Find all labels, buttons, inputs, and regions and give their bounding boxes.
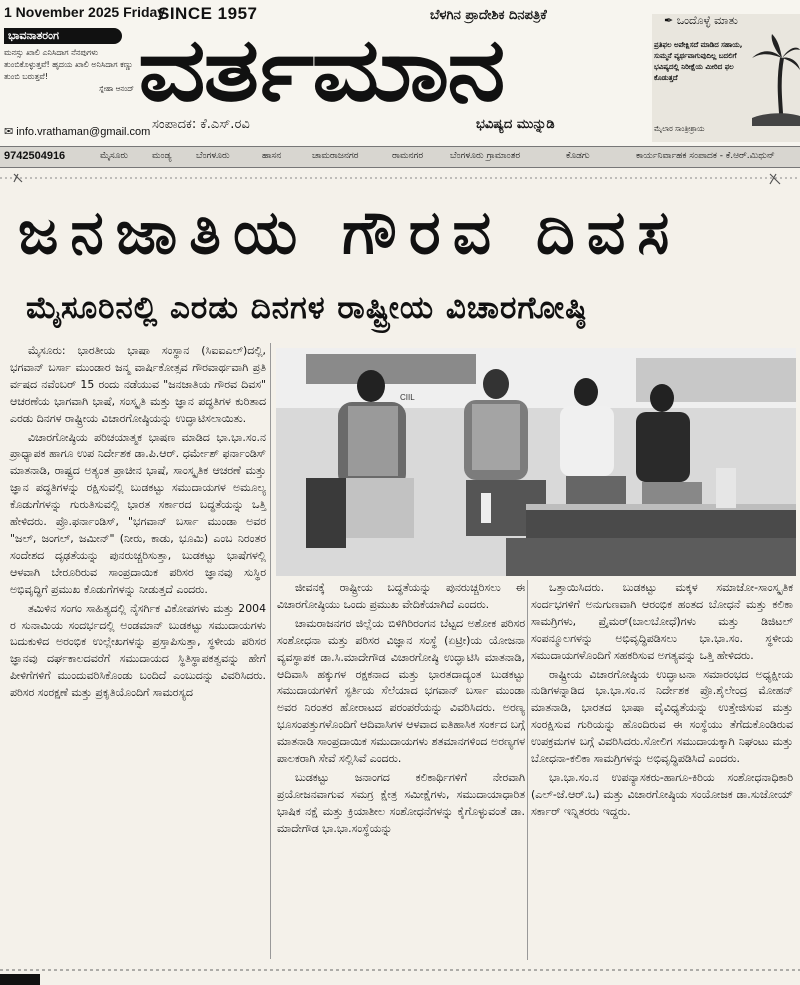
article-column-2 xyxy=(277,580,525,840)
thought-body: ಮನಸ್ಸು ಖಾಲಿ ಎನಿಸಿದಾಗ ನೆನಪುಗಳು ತುಂಬಿಕೊಳ್ಳುತ್ತವೆ! ಹೃದಯ ಖಾಲಿ ಅನಿಸಿದಾಗ ಕಣ್ಣು ತುಂಬಿ ಬರುತ್ತವೆ! xyxy=(4,48,134,81)
ornament-divider xyxy=(0,170,800,192)
article-paragraph: ಒತ್ತಾಯಿಸಿದರು. ಬುಡಕಟ್ಟು ಮಕ್ಕಳ ಸಮಾಜೋ-ಸಾಂಸ್ಕೃತಿಕ ಸಂರ್ದಭಗಳಿಗೆ ಅನುಗುಣವಾಗಿ ಆರಂಭಿಕ ಹಂತದ ಬೋಧನೆ ಮತ್ತು ಕಲಿಕಾ ಸಾಮಗ್ರಿಗಳು, ಪ್ರೈಮರ್(ಬಾಲಬೋಧೆ)ಗಳು ಮತ್ತು ಡಿಜಿಟಲ್ ಸಂಪನ್ಮೂಲಗಳನ್ನು ಅಭಿವೃದ್ಧಿಪಡಿಸಲು ಭಾ.ಭಾ.ಸಂ. ಸ್ಥಳೀಯ ಸಮುದಾಯಗಳೊಂದಿಗೆ ಸಹಕರಿಸುವ ಅಗತ್ಯವನ್ನು ಒತ್ತಿ ಹೇಳಿದರು. xyxy=(531,581,793,662)
palm-tree-icon xyxy=(752,30,800,126)
bottom-border xyxy=(0,964,800,985)
article-paragraph: ಮೈಸೂರು: ಭಾರತೀಯ ಭಾಷಾ ಸಂಸ್ಥಾನ (ಸಿಐಐಎಲ್)ದಲ್ಲಿ, ಭಗವಾನ್ ಬರ್ಸಾ ಮುಂಡಾರ ಜನ್ಮ ವಾರ್ಷಿಕೋತ್ಸವ ಗೌರವಾರ್ಥವಾಗಿ ಪ್ರತಿ ರ್ವಷದ ನವೆಂಬರ್ 15 ರಂದು ನಡೆಯುವ "ಜನಜಾತಿಯ ಗೌರವ ದಿವಸ" ಆಚರಣೆಯ ಭಾಗವಾಗಿ ಭಾಷೆ, ಸಂಸ್ಕೃತಿ ಮತ್ತು ಜ್ಞಾನ ಪದ್ಧತಿಗಳ ಕುರಿತಾದ ಎರಡು ದಿನಗಳ ರಾಷ್ಟ್ರೀಯ ವಿಚಾರಗೋಷ್ಠಿಯನ್ನು ಉದ್ಘಾಟಿಸಲಾಯಿತು. xyxy=(10,344,266,425)
phone-number: 9742504916 xyxy=(4,150,66,162)
city-item: ಕೊಡಗು xyxy=(566,151,590,161)
article-column-3 xyxy=(531,580,793,823)
banner-text: CIIL xyxy=(400,393,415,402)
quote-ad-body: ಪ್ರತಿಫಲ ಅಪೇಕ್ಷಿಸದೆ ಮಾಡಿದ ಸಹಾಯ, ಸುಮ್ಮನೆ ವ್ಯರ್ಥವಾಗುವುದಿಲ್ಲ ಬದಲಿಗೆ ಭವಿಷ್ಯದಲ್ಲಿ ನಿರೀಕ್ಷೆಯ ಮೀರಿದ ಫಲ ಕೊಡುತ್ತದೆ xyxy=(654,41,743,82)
article-paragraph: ವಿಚಾರಗೋಷ್ಠಿಯ ಪರಿಚಯಾತ್ಮಕ ಭಾಷಣ ಮಾಡಿದ ಭಾ.ಭಾ.ಸಂ.ನ ಪ್ರಾಧ್ಯಾಪಕ ಹಾಗೂ ಉಪ ನಿರ್ದೇಶಕ ಡಾ.ಪಿ.ಆರ್. ಧರ್ಮೇಶ್ ಫರ್ನಾಂಡಿಸ್ ಮಾತನಾಡಿ, ರಾಷ್ಟ್ರದ ಅತ್ಯಂತ ಪ್ರಾಚೀನ ಭಾಷೆ, ಸಾಂಸ್ಕೃತಿಕ ಆಚರಣೆ ಮತ್ತು ಜ್ಞಾನ ಪದ್ಧತಿಗಳನ್ನು ರಕ್ಷಿಸುವಲ್ಲಿ ಬುಡಕಟ್ಟು ಸಮುದಾಯಗಳ ಅಮೂಲ್ಯ ಕೊಡುಗೆಗಳನ್ನು ಗುರುತಿಸುವಲ್ಲಿ ಭಾರತ ಸರ್ಕಾರದ ಬದ್ಧತೆಯನ್ನು ಒತ್ತಿ ಹೇಳಿದರು. ಪ್ರೊ.ಫರ್ನಾಂಡಿಸ್, "ಭಗವಾನ್ ಬರ್ಸಾ ಮುಂಡಾ ಅವರ "ಜಲ್, ಜಂಗಲ್, ಜಮೀನ್" (ನೀರು, ಕಾಡು, ಭೂಮಿ) ಎಂಬ ನಿರಂತರ ಸಂದೇಶದ ದೃಢತೆಯನ್ನು ಪುನರುಚ್ಚರಿಸುತ್ತಾ, ಬುಡಕಟ್ಟು ಭಾಷೆಗಳಲ್ಲಿ ಆಳವಾಗಿ ಬೇರೂರಿರುವ ಸಾಂಪ್ರದಾಯಿಕ ಪರಿಸರ ಜ್ಞಾನವು ಸುಸ್ಥಿರ ಅಭಿವೃದ್ಧಿಗೆ ಪ್ರಮುಖ ಕೊಡುಗೆಗಳನ್ನು ನೀಡುತ್ತದೆ ಎಂದರು. xyxy=(10,430,266,596)
city-strip xyxy=(0,146,800,168)
column-rule xyxy=(270,343,271,959)
thought-title: ಭಾವನಾತರಂಗ xyxy=(4,28,122,44)
quill-icon: ✒ xyxy=(664,14,674,27)
article-column-1 xyxy=(10,343,266,704)
city-item: ರಾಮನಗರ xyxy=(392,151,424,161)
editor-line: ಸಂಪಾದಕ: ಕೆ.ಎಸ್.ರವಿ xyxy=(152,117,250,132)
city-item: ಮೈಸೂರು xyxy=(100,151,128,161)
quote-ad-head xyxy=(664,14,738,28)
article-paragraph: ರಾಷ್ಟ್ರೀಯ ವಿಚಾರಗೋಷ್ಠಿಯ ಉದ್ಘಾಟನಾ ಸಮಾರಂಭದ ಅಧ್ಯಕ್ಷೀಯ ನುಡಿಗಳನ್ನಾಡಿದ ಭಾ.ಭಾ.ಸಂ.ನ ನಿರ್ದೇಶಕ ಪ್ರೊ.ಶೈಲೇಂದ್ರ ಮೋಹನ್ ಮಾತನಾಡಿ, ಭಾರತದ ಭಾಷಾ ವೈವಿಧ್ಯತೆಯನ್ನು ಉತ್ತೇಜಿಸುವ ಮತ್ತು ಸಂರಕ್ಷಿಸುವ ಗುರಿಯನ್ನು ಹೊಂದಿರುವ ಈ ಸಂಸ್ಥೆಯು ತೆಗೆದುಕೊಂಡಿರುವ ಉಪಕ್ರಮಗಳ ಬಗ್ಗೆ ವಿವರಿಸಿದರು.ಸೋಲಿಗ ಸಮುದಾಯಕ್ಕಾಗಿ ನಿಘಂಟು ಮತ್ತು ಬೋಧನಾ-ಕಲಿಕಾ ಸಾಮಗ್ರಿಗಳನ್ನು ಅಭಿವೃದ್ಧಿಪಡಿಸಿದೆ ಎಂದರು. xyxy=(531,667,793,766)
issue-date: 1 November 2025 Friday xyxy=(4,4,166,20)
city-item: ಬೆಂಗಳೂರು xyxy=(196,151,230,161)
thought-box xyxy=(4,28,134,124)
envelope-icon: ✉ xyxy=(4,126,14,138)
motto: ಭವಿಷ್ಯದ ಮುನ್ನುಡಿ xyxy=(476,117,555,132)
article-paragraph: ಭಾ.ಭಾ.ಸಂ.ನ ಉಪನ್ಯಾಸಕರು-ಹಾಗೂ-ಕಿರಿಯ ಸಂಶೋಧನಾಧಿಕಾರಿ (ಎಲ್-ಜೆ.ಆರ್.ಒ) ಮತ್ತು ವಿಚಾರಗೋಷ್ಠಿಯ ಸಂಯೋಜಕ ಡಾ.ಸುಜೋಯ್ ಸರ್ಕಾರ್ ಇನ್ನಿತರರು ಇದ್ದರು. xyxy=(531,770,793,818)
column-rule xyxy=(527,580,528,960)
headline: ಜನಜಾತಿಯ ಗೌರವ ದಿವಸ xyxy=(18,198,682,268)
email-address: info.vrathaman@gmail.com xyxy=(16,126,151,138)
thought-sign: ಸ್ನೇಹಾ ಆನಂದ್ xyxy=(99,85,134,93)
article-paragraph: ಬುಡಕಟ್ಟು ಜನಾಂಗದ ಕಲಿಕಾರ್ಥಿಗಳಿಗೆ ನೇರವಾಗಿ ಪ್ರಯೋಜನವಾಗುವ ಸಮಗ್ರ ಕ್ಷೇತ್ರ ಸಮೀಕ್ಷೆಗಳು, ಸಮುದಾಯಾಧಾರಿತ ಭಾಷಿಕ ನಕ್ಷೆ ಮತ್ತು ಕ್ರಿಯಾಶೀಲ ಸಂಶೋಧನೆಗಳನ್ನು ಕೈಗೊಳ್ಳುವಂತೆ ಡಾ. ಮಾದೇಗೌಡ ಭಾ.ಭಾ.ಸಂಸ್ಥೆಯನ್ನು xyxy=(277,770,525,835)
article-paragraph: ತಮಿಳಿನ ಸಂಗಂ ಸಾಹಿತ್ಯದಲ್ಲಿ ನೈಸರ್ಗಿಕ ವಿಕೋಪಗಳು ಮತ್ತು 2004 ರ ಸುನಾಮಿಯ ಸಂದರ್ಭದಲ್ಲಿ ಅಂಡಮಾನ್ ಬುಡಕಟ್ಟು ಸಮುದಾಯಗಳು ಬದುಕುಳಿದ ಅರಂಭಿಕ ಉಲ್ಲೇಖಗಳನ್ನು ಪ್ರಸ್ತಾಪಿಸುತ್ತಾ, ಸ್ಥಳೀಯ ಪರಿಸರ ಜ್ಞಾನವು ದರ್ಘಕಾಲದವರೆಗೆ ಸಮುದಾಯದ ಸ್ಥಿತಿಸ್ಥಾಪಕತ್ವವನ್ನು ಹೇಗೆ ಪೀಳಿಗೆಗಳಿಗೆ ಮುಂದುವರಿಸಿಕೊಂಡು ಬಂದಿದೆ ಎಂಬುದನ್ನು ವಿವರಿಸಿದರು. ಪರಿಸರ ಸಂರಕ್ಷಣೆ ಮತ್ತು ಪ್ರಕೃತಿಯೊಂದಿಗೆ ಸಾಮರಸ್ಯದ xyxy=(10,601,266,700)
city-item: ಮಂಡ್ಯ xyxy=(152,151,172,161)
city-item: ಚಾಮರಾಜನಗರ xyxy=(312,151,359,161)
executive-editor: ಕಾರ್ಯನಿರ್ವಾಹಕ ಸಂಪಾದಕ - ಕೆ.ಆರ್.ಮಿಥುನ್ xyxy=(636,151,775,161)
quote-ad-foot: ಮೈಲಾರ ಸಾಂತ್ರೀಶ್ರಾಯ xyxy=(654,125,705,133)
quote-ad-head-text: ಒಂದೊಳ್ಳೆ ಮಾತು xyxy=(676,14,738,27)
city-item: ಹಾಸನ xyxy=(262,151,282,161)
since-year: SINCE 1957 xyxy=(158,4,258,23)
event-photo xyxy=(276,348,796,576)
article-paragraph: ಚಾಮರಾಜನಗರ ಜಿಲ್ಲೆಯ ಬಿಳಿಗಿರಿರಂಗನ ಬೆಟ್ಟದ ಅಶೋಕ ಪರಿಸರ ಸಂಶೋಧನಾ ಮತ್ತು ಪರಿಸರ ವಿಜ್ಞಾನ ಸಂಸ್ಥೆ (ಏಟ್ರೀ)ಯ ಯೋಜನಾ ವ್ಯವಸ್ಥಾಪಕ ಡಾ.ಸಿ.ಮಾದೇಗೌಡ ವಿಚಾರಗೋಷ್ಠಿ ಉದ್ಘಾಟಿಸಿ ಮಾತನಾಡಿ, ಆದಿವಾಸಿ ಹಕ್ಕುಗಳ ರಕ್ಷಕನಾದ ಮತ್ತು ಭಾರತದಾದ್ಯಂತ ಬುಡಕಟ್ಟು ಸಮುದಾಯಗಳಿಗೆ ಸ್ಫರ್ತಿಯ ಸೆಲೆಯಾದ ಭಗವಾನ್ ಬರ್ಸಾ ಮುಂಡಾ ಅವರ ನಿರಂತರ ಹೋರಾಟದ ಪರಂಪರೆಯನ್ನು ವಿವರಿಸಿದರು. ಅರಣ್ಯ ಭೂಸಂಪತ್ತುಗಳೊಂದಿಗೆ ಆದಿವಾಸಿಗಳ ಆಳವಾದ ಐತಿಹಾಸಿಕ ಸಂರ್ಕದ ಬಗ್ಗೆ ಮಾತನಾಡಿ ಸಾಂಪ್ರದಾಯಿಕ ಸಮುದಾಯಗಳು ಶತಮಾನಗಳಿಂದ ಅರಣ್ಯಗಳ ಪಾಲಕರಾಗಿ ಸೇವೆ ಸಲ್ಲಿಸಿವೆ ಎಂದರು. xyxy=(277,616,525,766)
tagline: ಬೆಳಗಿನ ಪ್ರಾದೇಶಿಕ ದಿನಪತ್ರಿಕೆ xyxy=(430,8,547,23)
article-paragraph: ಜೀವನಕ್ಕೆ ರಾಷ್ಟ್ರೀಯ ಬದ್ಧತೆಯನ್ನು ಪುನರುಚ್ಚರಿಸಲು ಈ ವಿಚಾರಗೋಷ್ಠಿಯು ಒಂದು ಪ್ರಮುಖ ವೇದಿಕೆಯಾಗಿದೆ ಎಂದರು. xyxy=(277,581,525,611)
subheadline: ಮೈಸೂರಿನಲ್ಲಿ ಎರಡು ದಿನಗಳ ರಾಷ್ಟ್ರೀಯ ವಿಚಾರಗೋಷ್ಠಿ xyxy=(26,290,588,326)
email-line xyxy=(4,125,150,138)
newspaper-logo: ವರ್ತಮಾನ xyxy=(138,18,504,121)
city-item: ಬೆಂಗಳೂರು ಗ್ರಾಮಾಂತರ xyxy=(450,151,521,161)
